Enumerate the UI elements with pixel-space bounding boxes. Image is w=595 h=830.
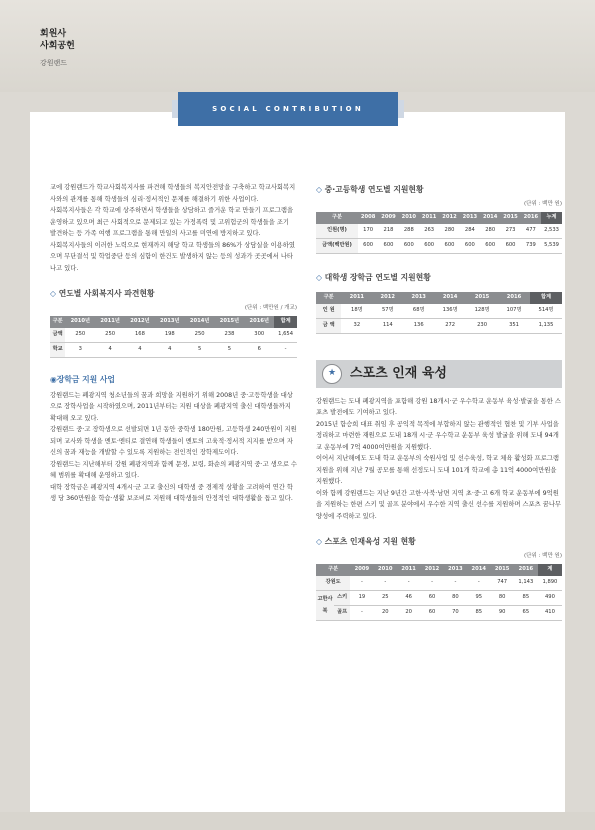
header-company: 강원랜드 [40,59,68,67]
table-row: 학교 3 4 4 4 5 5 6 - [50,343,297,358]
sports-section-title: 스포츠 인재 육성 [350,365,447,381]
table1-title: ◇ 연도별 사회복지사 파견현황 [50,289,155,298]
sports-paragraph: 이와 함께 강원랜드는 지난 9년간 고한·사북·남면 지역 초·중·고 6개 학교 운동부에 9억원을 지원하는 한편 스키 및 골프 분야에서 우수한 지역 출신 선수를 지원하며 스포츠 꿈나무 양성에 주력하고 있다. [316,489,562,520]
table-row: 인 원 18명 57명 68명 136명 128명 107명 514명 [316,304,562,319]
header-line-1: 회원사 [40,29,67,39]
scholarship-paragraph: 강원랜드는 폐광지역 청소년들의 꿈과 희망을 지원하기 위해 2008년 중·고등학생을 대상으로 장학사업을 시작하였으며, 2011년부터는 지원 대상을 폐광지역 출신 대학생들까지 확대해 오고 있다. [50,391,293,422]
table-row: 고한사북 스키 19 25 46 60 80 95 80 85 490 [316,591,562,606]
table4-title: ◇ 스포츠 인재육성 지원 현황 [316,537,416,546]
table-header-row: 구분 2010년 2011년 2012년 2013년 2014년 2015년 2016년 합계 [50,316,297,328]
sports-paragraph: 강원랜드는 도내 폐광지역을 포함해 강원 18개시·군 우수학교 운동부 육성·발굴을 통한 스포츠 발전에도 기여하고 있다. [316,397,561,416]
diamond-icon: ◇ [316,537,325,546]
sports-section-header [316,360,562,388]
section-banner: SOCIAL CONTRIBUTION [178,92,398,126]
page-header [40,28,75,68]
table-header-row: 구분 2008 2009 2010 2011 2012 2013 2014 2015 2016 누계 [316,212,562,224]
table-row: 강원도 - - - - - - 747 1,143 1,890 [316,576,562,591]
sports-paragraph: 2015년 함승희 대표 취임 후 공익적 목적에 부합하지 않는 관행적인 협찬 및 기부 사업을 정리하고 마련한 재원으로 도내 18개 시·군 우수학교 운동부 육성 발굴을 위해 도내 94개교 운동부에 7억 4000여만원을 지원했다. [316,420,559,451]
sports-support-table [316,564,562,621]
table-row: 금액(백만원) 600 600 600 600 600 600 600 600 739 5,539 [316,239,562,254]
welfare-dispatch-table [50,316,297,358]
top-background [0,0,595,92]
target-icon: ◉ [50,375,57,384]
intro-paragraph: 교에 강원랜드가 학교사회복지사를 파견해 학생들의 복지안전망을 구축하고 학교사회복지사와의 관계를 통해 학생들의 심리·정서적인 문제를 해결하기 위한 사업이다. [50,184,296,203]
sports-paragraph: 이어서 지난해에도 도내 학교 운동부의 숙원사업 및 선수육성, 학교 체육 활성화 프로그램 지원을 위해 지난 7월 공모를 통해 선정도니 도내 101개 학교에 총 11억 4000여만원을 지원했다. [316,455,559,485]
intro-paragraph: 사회복지사들의 이러한 노력으로 현재까지 해당 학교 학생들의 86%가 상담실을 이용하였으며 무단결석 및 학업중단 등의 심함이 한건도 발생하지 않는 등의 성과가 곳곳에서 나타나고 있다. [50,241,295,272]
table-row: 금액 250 250 168 198 250 238 300 1,654 [50,328,297,343]
table4-unit: (단위 : 백만 원) [524,552,562,559]
table-row: 금 액 32 114 136 272 230 351 1,135 [316,318,562,333]
bottom-background [0,812,595,830]
diamond-icon: ◇ [316,185,325,194]
diamond-icon: ◇ [50,289,59,298]
table-header-row: 구분 2011 2012 2013 2014 2015 2016 합계 [316,292,562,304]
left-column [50,182,297,505]
middle-high-support-table [316,212,562,254]
sports-icon: ★ [322,364,342,384]
table2-title: ◇ 중·고등학생 연도별 지원현황 [316,185,424,194]
right-column [316,184,562,621]
scholarship-title: ◉장학금 지원 사업 [50,375,115,384]
table2-unit: (단위 : 백만 원) [524,200,562,207]
table-row: 골프 - 20 20 60 70 85 90 65 410 [316,606,562,621]
university-scholarship-table [316,292,562,334]
scholarship-paragraph: 강원랜드 중·고 장학생으로 선발되면 1년 동안 중학생 180만원, 고등학생 240만원이 지원되며 교사와 학생을 멘토·멘티로 결연해 학생들이 멘토의 고육적·정서적 지지를 받으며 자신의 꿈과 재능을 개발할 수 있도록 지원하는 전인적인 장학제도이다. [50,426,297,456]
scholarship-paragraph: 대학 장학금은 폐광지역 4개시·군 고교 출신의 대학생 중 경제적 상황을 고려하여 연간 학생 당 360만원을 학습·생활 보조비로 지원해 대학생들의 안정적인 대학생활을 돕고 있다. [50,483,293,502]
intro-paragraph: 사회복지사들은 각 학교에 상주하면서 학생들을 상담하고 즐거운 학교 만들기 프로그램을 운영하고 있으며 최근 사회적으로 문제되고 있는 가정폭력 및 고위험군의 학생들을 조기 발견하는 등 가족 여행 프로그램을 통해 만일의 사고를 미연에 방지하고 있다. [50,207,294,237]
header-line-2: 사회공헌 [40,41,75,51]
table-row: 인원(명) 170 218 288 263 280 284 280 273 477 2,533 [316,224,562,239]
table1-unit: (단위 : 백만원 / 개교) [244,304,297,311]
scholarship-paragraph: 강원랜드는 지난해부터 강원 폐광지역과 함께 문경, 보령, 화순의 폐광지역 중·고 생으로 수혜 범위를 확대해 운영하고 있다. [50,460,298,479]
table3-title: ◇ 대학생 장학금 연도별 지원현황 [316,273,431,282]
diamond-icon: ◇ [316,273,325,282]
table-header-row: 구분 2009 2010 2011 2012 2013 2014 2015 2016 계 [316,564,562,576]
